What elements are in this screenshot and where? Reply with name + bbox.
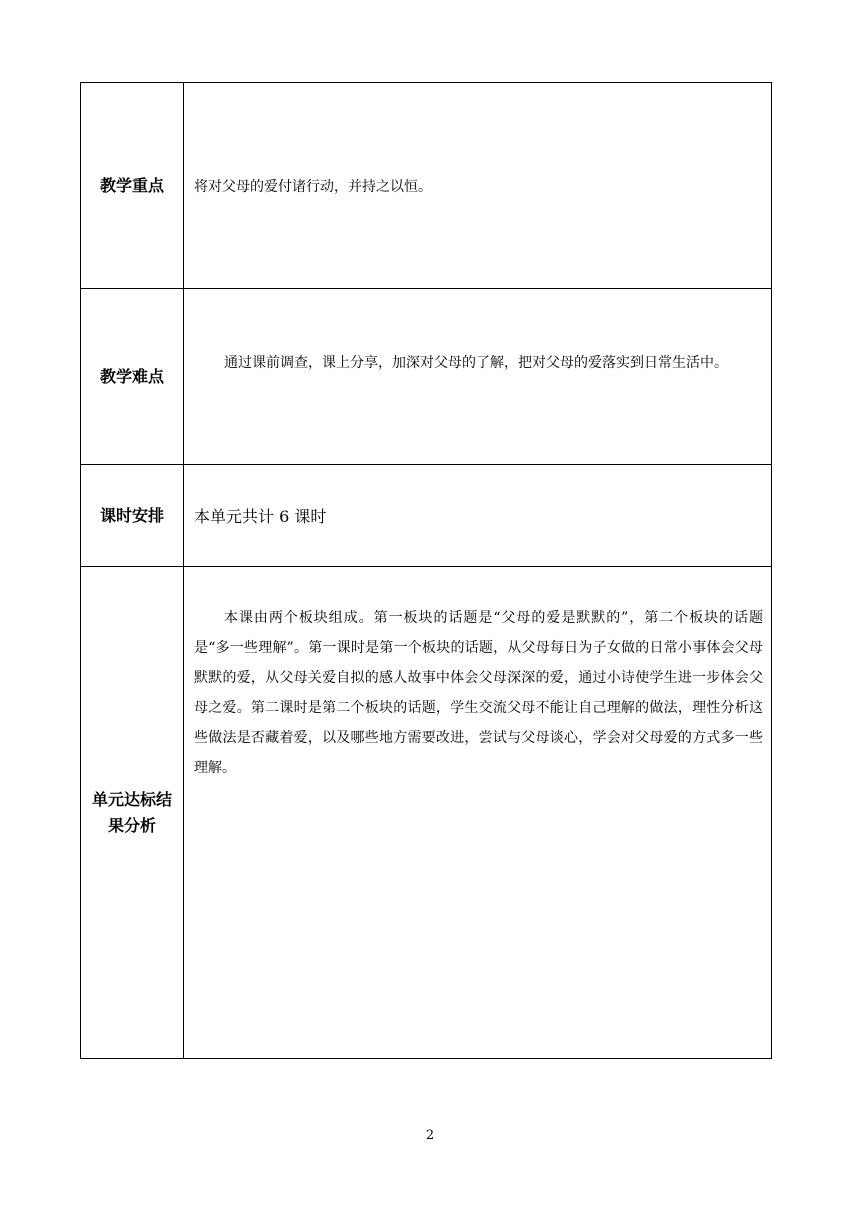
row-label-cell (81, 289, 184, 465)
row-label-cell (81, 567, 184, 1059)
row-content: 本单元共计 6 课时 (194, 507, 327, 526)
row-label: 教学重点 (99, 175, 164, 195)
row-label-cell (81, 83, 184, 289)
row-content-cell (184, 289, 772, 465)
table-row-unit-analysis (81, 567, 772, 1059)
table-row-teaching-focus (81, 83, 772, 289)
row-content: 通过课前调查，课上分享，加深对父母的了解，把对父母的爱落实到日常生活中。 (224, 354, 728, 371)
row-content-cell (184, 567, 772, 1059)
table-row-class-schedule (81, 465, 772, 567)
row-label-cell (81, 465, 184, 567)
row-content-cell (184, 83, 772, 289)
lesson-plan-table (80, 82, 772, 1059)
row-label: 教学难点 (99, 366, 164, 386)
row-content-cell (184, 465, 772, 567)
row-label: 课时安排 (99, 505, 164, 525)
page-number: 2 (425, 1128, 435, 1143)
row-content: 本课由两个板块组成。第一板块的话题是“父母的爱是默默的”，第二个板块的话题是“多一些理解”。第一课时是第一个板块的话题，从父母每日为子女做的日常小事体会父母默默的爱，从父母关爱自拟的感人故事中体会父母深深的爱，通过小诗使学生进一步体会父母之爱。第二课时是第二个板块的话题，学生交流父母不能让自己理解的做法，理性分析这些做法是否藏着爱，以及哪些地方需要改进，尝试与父母谈心，学会对父母爱的方式多一些理解。 (194, 609, 763, 776)
row-content: 将对父母的爱付诸行动，并持之以恒。 (194, 178, 432, 195)
row-label: 单元达标结果分析 (91, 789, 172, 835)
table-row-teaching-difficulty (81, 289, 772, 465)
